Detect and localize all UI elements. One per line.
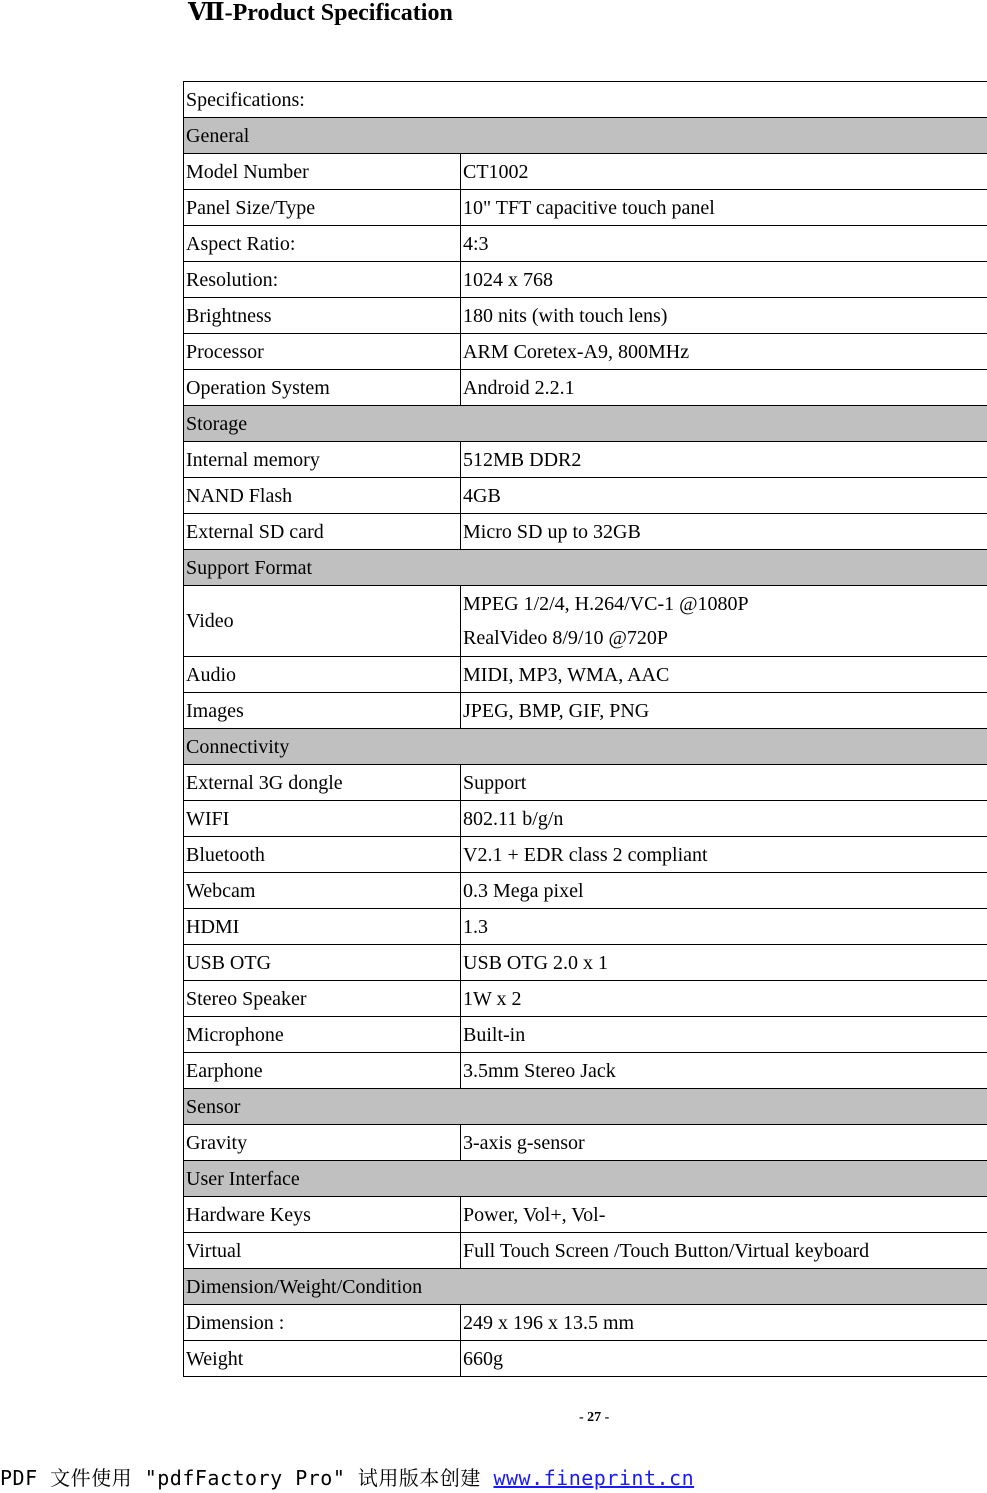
spec-value: Support (461, 765, 987, 801)
spec-value: 0.3 Mega pixel (461, 873, 987, 909)
table-row (184, 1341, 987, 1377)
section-header-row (184, 118, 987, 154)
spec-value: Micro SD up to 32GB (461, 514, 987, 550)
spec-label: Aspect Ratio: (184, 226, 461, 262)
spec-value: V2.1 + EDR class 2 compliant (461, 837, 987, 873)
spec-value (461, 586, 987, 657)
spec-value: 1024 x 768 (461, 262, 987, 298)
table-row (184, 334, 987, 370)
spec-value: Power, Vol+, Vol- (461, 1197, 987, 1233)
section-title: General (184, 118, 987, 154)
footer-link[interactable]: www.fineprint.cn (493, 1466, 695, 1490)
spec-label: Virtual (184, 1233, 461, 1269)
spec-label: Processor (184, 334, 461, 370)
table-row (184, 370, 987, 406)
spec-value: MIDI, MP3, WMA, AAC (461, 657, 987, 693)
spec-value: 180 nits (with touch lens) (461, 298, 987, 334)
spec-value: 660g (461, 1341, 987, 1377)
table-row (184, 514, 987, 550)
spec-label: External 3G dongle (184, 765, 461, 801)
table-row (184, 801, 987, 837)
section-header-row (184, 729, 987, 765)
spec-value: 3-axis g-sensor (461, 1125, 987, 1161)
section-title: User Interface (184, 1161, 987, 1197)
spec-label: Internal memory (184, 442, 461, 478)
spec-value: 512MB DDR2 (461, 442, 987, 478)
table-row (184, 981, 987, 1017)
table-row (184, 1125, 987, 1161)
spec-value: Built-in (461, 1017, 987, 1053)
spec-label: WIFI (184, 801, 461, 837)
spec-label: Model Number (184, 154, 461, 190)
spec-value: 10" TFT capacitive touch panel (461, 190, 987, 226)
table-row (184, 226, 987, 262)
spec-label: Operation System (184, 370, 461, 406)
table-row (184, 1197, 987, 1233)
spec-label: Panel Size/Type (184, 190, 461, 226)
spec-value: 4:3 (461, 226, 987, 262)
section-title: Dimension/Weight/Condition (184, 1269, 987, 1305)
table-row (184, 837, 987, 873)
footer-text: PDF 文件使用 "pdfFactory Pro" 试用版本创建 (0, 1466, 494, 1490)
table-row (184, 1017, 987, 1053)
table-row (184, 657, 987, 693)
spec-label: External SD card (184, 514, 461, 550)
spec-value: USB OTG 2.0 x 1 (461, 945, 987, 981)
spec-label: NAND Flash (184, 478, 461, 514)
spec-label: HDMI (184, 909, 461, 945)
table-row (184, 154, 987, 190)
spec-label: Webcam (184, 873, 461, 909)
spec-label: Images (184, 693, 461, 729)
spec-value: 1.3 (461, 909, 987, 945)
spec-value-line: RealVideo 8/9/10 @720P (463, 627, 668, 649)
spec-value: 3.5mm Stereo Jack (461, 1053, 987, 1089)
section-header-row (184, 1089, 987, 1125)
section-title: Support Format (184, 550, 987, 586)
spec-value: CT1002 (461, 154, 987, 190)
table-row (184, 442, 987, 478)
spec-label: Resolution: (184, 262, 461, 298)
spec-value: ARM Coretex-A9, 800MHz (461, 334, 987, 370)
table-caption-row (184, 82, 987, 118)
section-header-row (184, 550, 987, 586)
spec-value: Android 2.2.1 (461, 370, 987, 406)
section-title: Storage (184, 406, 987, 442)
table-row (184, 586, 987, 657)
table-row (184, 1305, 987, 1341)
spec-label: Bluetooth (184, 837, 461, 873)
spec-value: 249 x 196 x 13.5 mm (461, 1305, 987, 1341)
table-row (184, 945, 987, 981)
spec-label: Brightness (184, 298, 461, 334)
spec-label: USB OTG (184, 945, 461, 981)
section-header-row (184, 406, 987, 442)
spec-label: Stereo Speaker (184, 981, 461, 1017)
table-row (184, 1053, 987, 1089)
spec-label: Audio (184, 657, 461, 693)
spec-label: Gravity (184, 1125, 461, 1161)
spec-value-line: MPEG 1/2/4, H.264/VC-1 @1080P (463, 593, 749, 615)
table-row (184, 190, 987, 226)
spec-value: 1W x 2 (461, 981, 987, 1017)
section-title: Sensor (184, 1089, 987, 1125)
spec-value: 4GB (461, 478, 987, 514)
page-number: - 27 - (579, 1410, 610, 1425)
table-row (184, 262, 987, 298)
spec-label: Video (184, 586, 461, 657)
table-row (184, 478, 987, 514)
section-title: Connectivity (184, 729, 987, 765)
spec-label: Weight (184, 1341, 461, 1377)
table-row (184, 765, 987, 801)
spec-value: Full Touch Screen /Touch Button/Virtual keyboard (461, 1233, 987, 1269)
table-row (184, 298, 987, 334)
spec-label: Earphone (184, 1053, 461, 1089)
spec-label: Microphone (184, 1017, 461, 1053)
section-header-row (184, 1161, 987, 1197)
table-row (184, 1233, 987, 1269)
page-title: Ⅶ-Product Specification (188, 0, 453, 26)
specification-table (183, 81, 987, 1377)
spec-value: 802.11 b/g/n (461, 801, 987, 837)
pdf-footer (0, 1462, 694, 1491)
section-header-row (184, 1269, 987, 1305)
spec-label: Dimension : (184, 1305, 461, 1341)
table-row (184, 873, 987, 909)
table-caption: Specifications: (184, 82, 987, 118)
table-row (184, 693, 987, 729)
spec-label: Hardware Keys (184, 1197, 461, 1233)
spec-value: JPEG, BMP, GIF, PNG (461, 693, 987, 729)
table-row (184, 909, 987, 945)
